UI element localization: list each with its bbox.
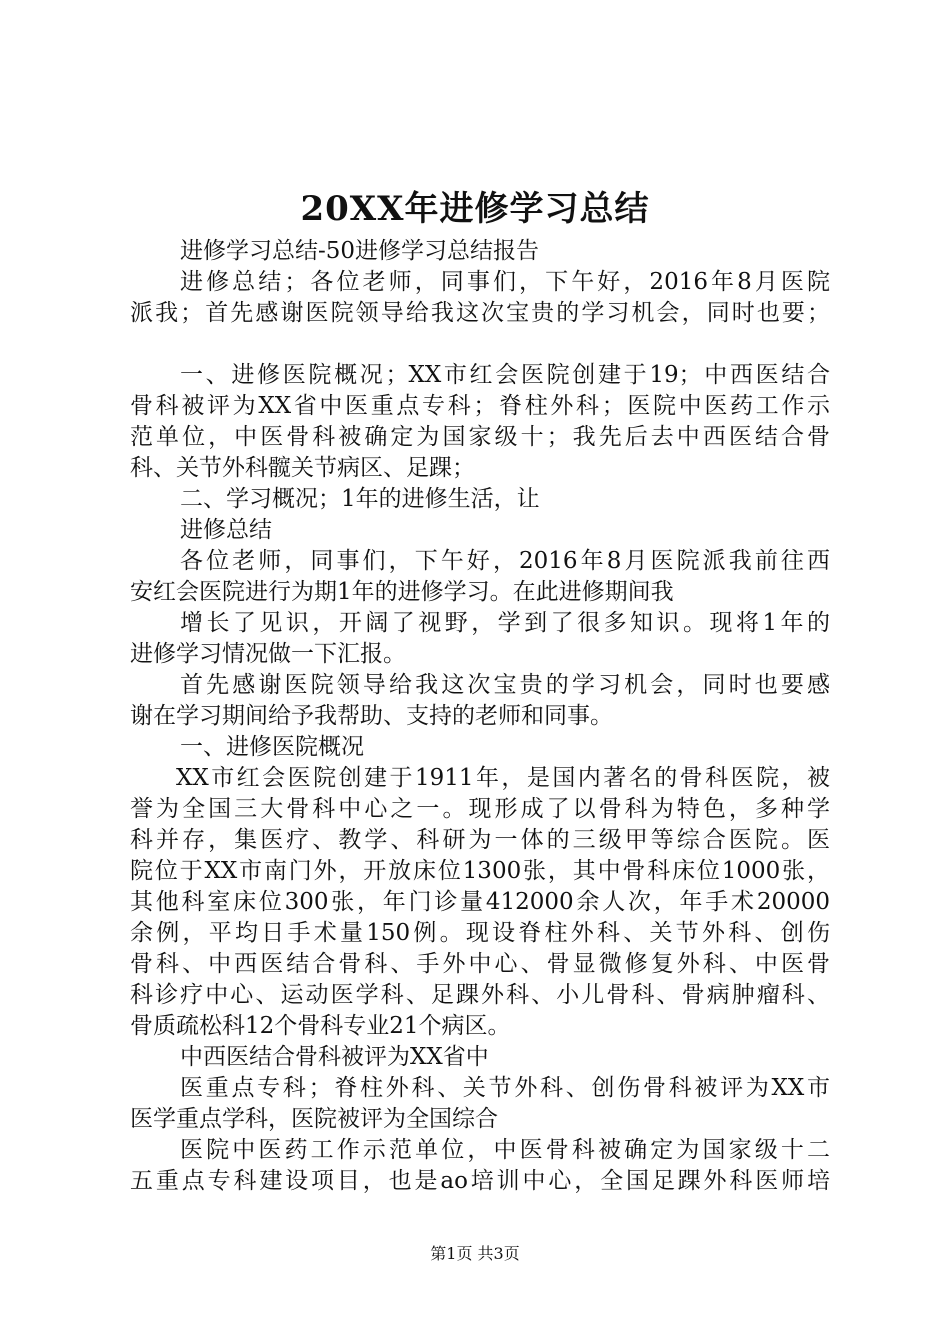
text-line: 科、关节外科髋关节病区、足踝； (130, 455, 475, 481)
page-title: 20XX年进修学习总结 (300, 189, 650, 229)
text-line: 各位老师，同事们，下午好，2016年8月医院派我前往西 (180, 548, 830, 574)
text-line: 余例，平均日手术量150例。现设脊柱外科、关节外科、创伤 (130, 920, 830, 946)
text-line: 一、进修医院概况；XX市红会医院创建于19；中西医结合 (180, 362, 830, 388)
text-line: 医院中医药工作示范单位，中医骨科被确定为国家级十二 (180, 1137, 830, 1163)
text-line: 一、进修医院概况 (180, 734, 364, 760)
text-line: 院位于XX市南门外，开放床位1300张，其中骨科床位1000张， (130, 858, 830, 884)
text-line: 谢在学习期间给予我帮助、支持的老师和同事。 (130, 703, 613, 729)
text-line: 其他科室床位300张，年门诊量412000余人次，年手术20000 (130, 889, 830, 915)
text-line: 医重点专科；脊柱外科、关节外科、创伤骨科被评为XX市 (180, 1075, 830, 1101)
text-line: 二、学习概况；1年的进修生活，让 (180, 486, 540, 512)
text-line: 进修学习情况做一下汇报。 (130, 641, 406, 667)
text-line: 骨科、中西医结合骨科、手外中心、骨显微修复外科、中医骨 (130, 951, 830, 977)
document-body (130, 236, 830, 1197)
text-line: 科诊疗中心、运动医学科、足踝外科、小儿骨科、骨病肿瘤科、 (130, 982, 830, 1008)
text-line: 进修总结 (180, 517, 272, 543)
text-line: 中西医结合骨科被评为XX省中 (180, 1044, 489, 1070)
text-line: 增长了见识，开阔了视野，学到了很多知识。现将1年的 (180, 610, 830, 636)
text-line: 首先感谢医院领导给我这次宝贵的学习机会，同时也要感 (180, 672, 830, 698)
text-line: 范单位，中医骨科被确定为国家级十；我先后去中西医结合骨 (130, 424, 830, 450)
text-line: 医学重点学科，医院被评为全国综合 (130, 1106, 498, 1132)
text-line: 骨科被评为XX省中医重点专科；脊柱外科；医院中医药工作示 (130, 393, 830, 419)
text-line: 进修学习总结-50进修学习总结报告 (180, 238, 540, 264)
page-indicator: 第1页 共3页 (430, 1244, 520, 1263)
text-line: 派我；首先感谢医院领导给我这次宝贵的学习机会，同时也要； (130, 300, 830, 326)
text-line: 五重点专科建设项目，也是ao培训中心，全国足踝外科医师培 (130, 1168, 830, 1194)
text-line: 进修总结；各位老师，同事们，下午好，2016年8月医院 (180, 269, 830, 295)
text-line: XX市红会医院创建于1911年，是国内著名的骨科医院，被 (176, 765, 830, 791)
text-line: 科并存，集医疗、教学、科研为一体的三级甲等综合医院。医 (130, 827, 830, 853)
text-line: 安红会医院进行为期1年的进修学习。在此进修期间我 (130, 579, 674, 605)
text-line: 誉为全国三大骨科中心之一。现形成了以骨科为特色，多种学 (130, 796, 830, 822)
text-line: 骨质疏松科12个骨科专业21个病区。 (130, 1013, 511, 1039)
blank-line (130, 329, 830, 360)
